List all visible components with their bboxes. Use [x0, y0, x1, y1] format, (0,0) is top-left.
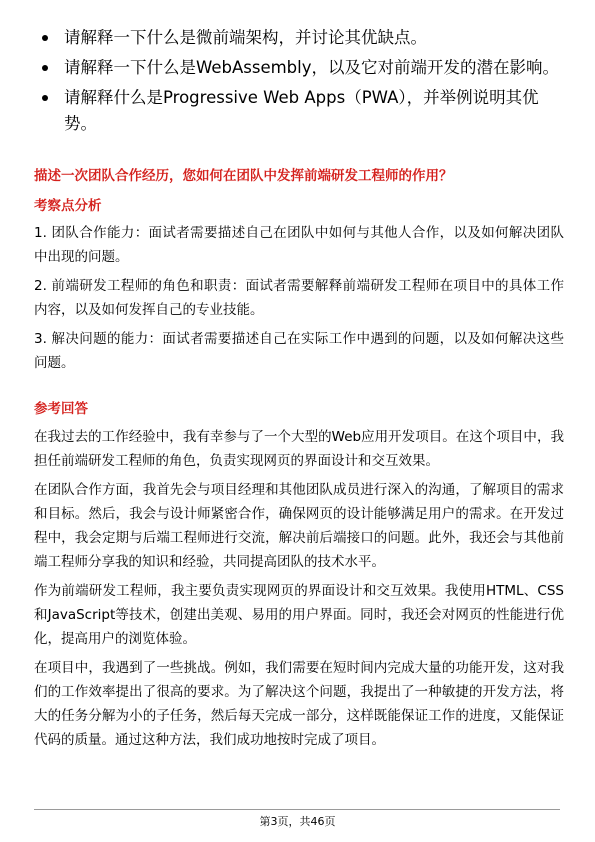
- answer-paragraph: 在团队合作方面，我首先会与项目经理和其他团队成员进行深入的沟通，了解项目的需求和目标。然后，我会与设计师紧密合作，确保网页的设计能够满足用户的需求。在开发过程中，我会定期与后端工程师进行交流，解决前后端接口的问题。此外，我还会与其他前端工程师分享我的知识和经验，共同提高团队的技术水平。: [34, 482, 564, 570]
- analysis-item: 1. 团队合作能力：面试者需要描述自己在团队中如何与其他人合作，以及如何解决团队中出现的问题。: [34, 225, 564, 265]
- analysis-heading: 考察点分析: [34, 198, 102, 214]
- answer-paragraph: 在我过去的工作经验中，我有幸参与了一个大型的Web应用开发项目。在这个项目中，我担任前端研发工程师的角色，负责实现网页的界面设计和交互效果。: [34, 429, 564, 469]
- bullet-text: 请解释一下什么是WebAssembly，以及它对前端开发的潜在影响。: [64, 58, 559, 77]
- analysis-section: [34, 221, 564, 380]
- page-number: 第3页，共46页: [259, 815, 336, 828]
- answer-heading: 参考回答: [34, 401, 88, 417]
- bullet-item: [34, 55, 564, 81]
- bullet-dot-icon: [42, 65, 48, 71]
- answer-paragraph: 在项目中，我遇到了一些挑战。例如，我们需要在短时间内完成大量的功能开发，这对我们的工作效率提出了很高的要求。为了解决这个问题，我提出了一种敏捷的开发方法，将大的任务分解为小的子任务，然后每天完成一部分，这样既能保证工作的进度，又能保证代码的质量。通过这种方法，我们成功地按时完成了项目。: [34, 660, 564, 748]
- answer-paragraph: 作为前端研发工程师，我主要负责实现网页的界面设计和交互效果。我使用HTML、CSS和JavaScript等技术，创建出美观、易用的用户界面。同时，我还会对网页的性能进行优化，提高用户的浏览体验。: [34, 583, 564, 647]
- bullet-text: 请解释一下什么是微前端架构，并讨论其优缺点。: [64, 28, 427, 47]
- bullet-dot-icon: [42, 95, 48, 101]
- bullet-item: [34, 25, 564, 51]
- question-heading: 描述一次团队合作经历，您如何在团队中发挥前端研发工程师的作用？: [34, 168, 453, 184]
- bullet-item: [34, 85, 564, 137]
- analysis-item: 2. 前端研发工程师的角色和职责：面试者需要解释前端研发工程师在项目中的具体工作内容，以及如何发挥自己的专业技能。: [34, 278, 564, 318]
- bullet-text: 请解释什么是Progressive Web Apps（PWA），并举例说明其优势。: [64, 88, 539, 133]
- footer-divider: [34, 809, 560, 810]
- bullet-dot-icon: [42, 35, 48, 41]
- analysis-item: 3. 解决问题的能力：面试者需要描述自己在实际工作中遇到的问题，以及如何解决这些问题。: [34, 331, 564, 371]
- answer-section: [34, 425, 564, 757]
- question-bullet-list: [34, 25, 564, 141]
